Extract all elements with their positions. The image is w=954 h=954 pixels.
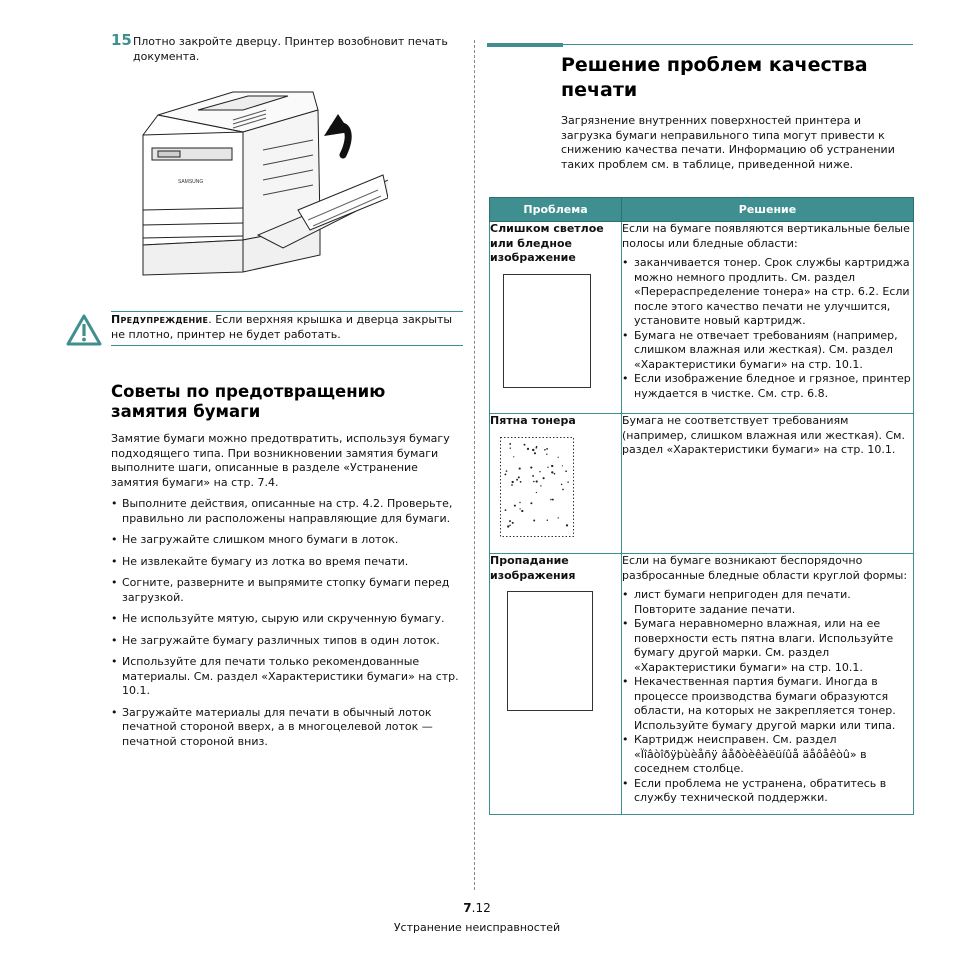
table-row: [490, 222, 914, 414]
chapter-number: 7: [463, 901, 472, 915]
toner-speck: [546, 453, 547, 454]
printer-illustration: [138, 80, 388, 290]
toner-speck: [519, 467, 521, 469]
list-item: • Согните, разверните и выпрямите стопку бумаги перед загрузкой.: [111, 576, 463, 605]
jam-tips-list: [111, 497, 463, 756]
toner-speck: [544, 448, 546, 450]
toner-speck: [524, 443, 526, 445]
toner-speck: [505, 509, 507, 511]
toner-speck: [530, 466, 532, 468]
warning-body: . Если верхняя крышка и дверца закрыты не плотно, принтер не будет работать.: [111, 313, 453, 341]
solution-list: [622, 256, 913, 401]
list-item: • Бумага не отвечает требованиям (например, слишком влажная или жесткая). См. раздел «Характеристики бумаги» на стр. 10.1.: [622, 329, 913, 373]
toner-speck: [510, 447, 511, 448]
toner-speck: [567, 481, 568, 482]
header-problem: Проблема: [490, 198, 622, 222]
solution-cell: [622, 554, 914, 815]
toner-speck: [527, 447, 529, 449]
toner-speck: [509, 442, 511, 444]
section-top-rule: [563, 44, 913, 45]
solution-cell: [622, 222, 914, 414]
problem-cell: [490, 554, 622, 815]
toner-speck: [539, 471, 540, 472]
warning-bottom-rule: [111, 345, 463, 346]
problem-cell: [490, 414, 622, 554]
warning-text: [111, 313, 463, 342]
toner-speck: [513, 456, 514, 457]
list-item: • Бумага неравномерно влажная, или на ее поверхности есть пятна влаги. Используйте бумагу другой марки. См. раздел «Характеристики бумаги» на стр. 10.1.: [622, 617, 913, 675]
toner-speck: [565, 470, 567, 472]
toner-speck: [551, 471, 553, 473]
toner-speck: [507, 525, 509, 527]
printer-brand: SAMSUNG: [178, 179, 204, 185]
step-number: 15: [111, 31, 132, 49]
list-item: • Загружайте материалы для печати в обычный лоток печатной стороной вверх, а в многоцелевой лоток — печатной стороной вниз.: [111, 706, 463, 750]
table-row: [490, 554, 914, 815]
list-item: • Выполните действия, описанные на стр. 4.2. Проверьте, правильно ли расположены направляющие для бумаги.: [111, 497, 463, 526]
list-item: • заканчивается тонер. Срок службы картриджа можно немного продлить. См. раздел «Перераспределение тонера» на стр. 6.2. Если после этого качество печати не улучшится, установите новый картридж.: [622, 256, 913, 329]
warning-icon: [66, 314, 102, 346]
warning-label: Предупреждение: [111, 313, 209, 326]
page-number: [0, 901, 954, 915]
toner-speck: [540, 485, 541, 486]
toner-speck: [551, 464, 553, 466]
left-section-heading: Советы по предотвращению замятия бумаги: [111, 382, 386, 421]
toner-speck: [562, 488, 564, 490]
list-item: • Не загружайте бумагу различных типов в один лоток.: [111, 634, 463, 649]
solution-intro: Если на бумаге появляются вертикальные белые полосы или бледные области:: [622, 222, 910, 250]
toner-speck: [512, 521, 514, 523]
toner-speck: [533, 480, 535, 482]
list-item: • Картридж неисправен. См. раздел «Ïîâòîðÿþùèåñÿ âåðòèêàëüíûå äåôåêòû» в соседнем столбце.: [622, 733, 913, 777]
section-accent-bar: [487, 43, 563, 47]
toner-speck: [535, 446, 537, 448]
toner-speck: [533, 519, 535, 521]
toner-speck: [512, 480, 514, 482]
list-item: • Если проблема не устранена, обратитесь в службу технической поддержки.: [622, 777, 913, 806]
solution-intro: Бумага не соответствует требованиям (например, слишком влажная или жесткая). См. раздел «Характеристики бумаги» на стр. 10.1.: [622, 414, 905, 456]
toner-speck: [554, 472, 556, 474]
toner-specks-sample: [500, 437, 574, 537]
toner-speck: [519, 501, 520, 502]
list-item: • Используйте для печати только рекомендованные материалы. См. раздел «Характеристики бумаги» на стр. 10.1.: [111, 655, 463, 699]
toner-speck: [504, 473, 506, 475]
toner-speck: [552, 498, 554, 500]
toner-speck: [543, 477, 545, 479]
toner-speck: [536, 491, 537, 492]
toner-speck: [561, 483, 562, 484]
problem-name: Пропадание изображения: [490, 554, 576, 582]
problem-name: Слишком светлое или бледное изображение: [490, 222, 604, 264]
header-solution: Решение: [622, 198, 914, 222]
list-item: • Не используйте мятую, сырую или скрученную бумагу.: [111, 612, 463, 627]
toner-speck: [536, 480, 538, 482]
step-text: Плотно закройте дверцу. Принтер возобновит печать документа.: [133, 35, 448, 63]
list-item: • Не извлекайте бумагу из лотка во время печати.: [111, 555, 463, 570]
toner-speck: [532, 448, 534, 450]
right-section-intro: Загрязнение внутренних поверхностей принтера и загрузка бумаги неправильного типа могут привести к снижению качества печати. Информацию об устранении таких проблем см. в таблице, приведенной ниже.: [561, 114, 895, 171]
solution-intro: Если на бумаге возникают беспорядочно разбросанные бледные области круглой формы:: [622, 554, 908, 582]
footer-chapter-title: Устранение неисправностей: [393, 921, 561, 934]
toner-speck: [558, 456, 559, 457]
toner-speck: [509, 520, 511, 522]
problem-name: Пятна тонера: [490, 414, 576, 427]
list-item: • Не загружайте слишком много бумаги в лоток.: [111, 533, 463, 548]
toner-speck: [562, 465, 563, 466]
toner-speck: [546, 448, 548, 450]
toner-speck: [509, 524, 510, 525]
toner-speck: [534, 452, 536, 454]
toner-speck: [547, 519, 548, 520]
list-item: • Если изображение бледное и грязное, принтер нуждается в чистке. См. стр. 6.8.: [622, 372, 913, 401]
right-section-heading: Решение проблем качества печати: [561, 54, 868, 101]
dropout-sample: [507, 591, 593, 711]
page-subnumber: .12: [471, 901, 491, 915]
toner-speck: [516, 478, 518, 480]
table-row: [490, 414, 914, 554]
problem-cell: [490, 222, 622, 414]
light-print-sample: [503, 274, 591, 388]
solution-list: [622, 588, 913, 806]
toner-speck: [514, 504, 516, 506]
list-item: • лист бумаги непригоден для печати. Повторите задание печати.: [622, 588, 913, 617]
toner-speck: [530, 502, 532, 504]
table-header-row: [490, 198, 914, 222]
solution-cell: [622, 414, 914, 554]
left-section-intro: Замятие бумаги можно предотвратить, используя бумагу подходящего типа. При возникновении замятия бумаги выполните шаги, описанные в разделе «Устранение замятия бумаги» на стр. 7.4.: [111, 432, 450, 489]
print-quality-table: [489, 197, 914, 815]
toner-speck: [558, 517, 559, 518]
toner-speck: [547, 466, 548, 467]
toner-speck: [518, 476, 520, 478]
toner-speck: [506, 470, 508, 472]
toner-speck: [532, 474, 534, 476]
toner-speck: [520, 481, 522, 483]
list-item: • Некачественная партия бумаги. Иногда в процессе производства бумаги образуются области, на которых не закрепляется тонер. Используйте бумагу другой марки или типа.: [622, 675, 913, 733]
column-divider: [474, 40, 475, 890]
toner-speck: [521, 509, 523, 511]
warning-top-rule: [111, 311, 463, 312]
toner-speck: [566, 524, 568, 526]
toner-speck: [511, 484, 513, 486]
toner-speck: [519, 508, 520, 509]
toner-speck: [550, 498, 552, 500]
